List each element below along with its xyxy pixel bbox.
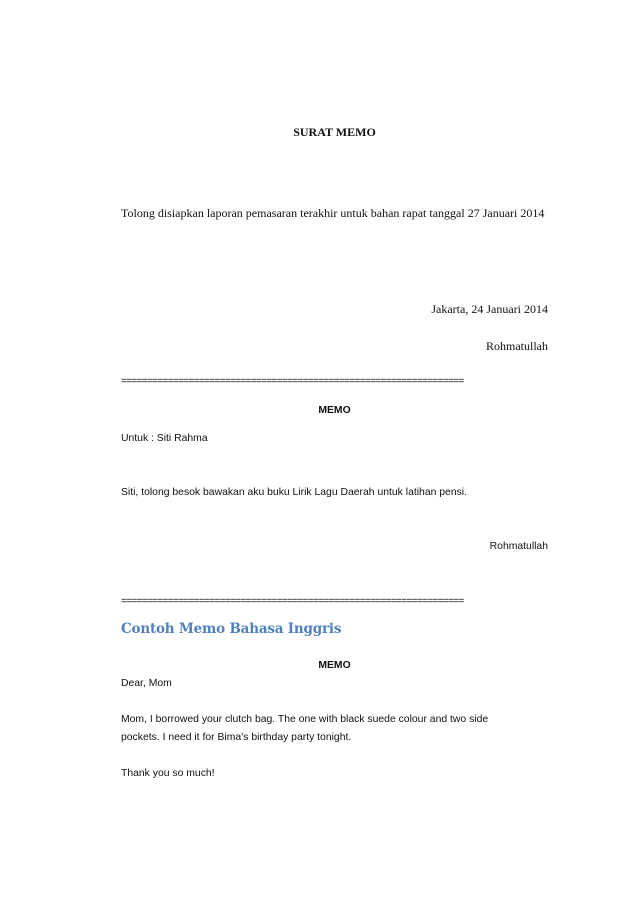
separator-line: ================================================================== <box>121 377 464 387</box>
memo-2-closing: Thank you so much! <box>121 768 215 779</box>
surat-memo-place-date: Jakarta, 24 Januari 2014 <box>431 302 548 316</box>
separator-line: ================================================================== <box>121 597 464 607</box>
memo-2-greeting: Dear, Mom <box>121 678 172 689</box>
surat-memo-signature: Rohmatullah <box>486 339 548 353</box>
memo-2-title: MEMO <box>318 660 351 671</box>
surat-memo-title: SURAT MEMO <box>293 125 376 139</box>
memo-1-signature: Rohmatullah <box>489 541 548 552</box>
memo-1-recipient: Untuk : Siti Rahma <box>121 433 208 444</box>
memo-1-title: MEMO <box>318 405 351 416</box>
memo-2-body-line-1: Mom, I borrowed your clutch bag. The one with black suede colour and two side <box>121 714 489 725</box>
section-heading: Contoh Memo Bahasa Inggris <box>121 621 342 637</box>
surat-memo-body: Tolong disiapkan laporan pemasaran terakhir untuk bahan rapat tanggal 27 Januari 2014 <box>121 206 545 220</box>
memo-1-body: Siti, tolong besok bawakan aku buku Lirik Lagu Daerah untuk latihan pensi. <box>121 487 468 498</box>
memo-2-body-line-2: pockets. I need it for Bima’s birthday party tonight. <box>121 732 352 743</box>
